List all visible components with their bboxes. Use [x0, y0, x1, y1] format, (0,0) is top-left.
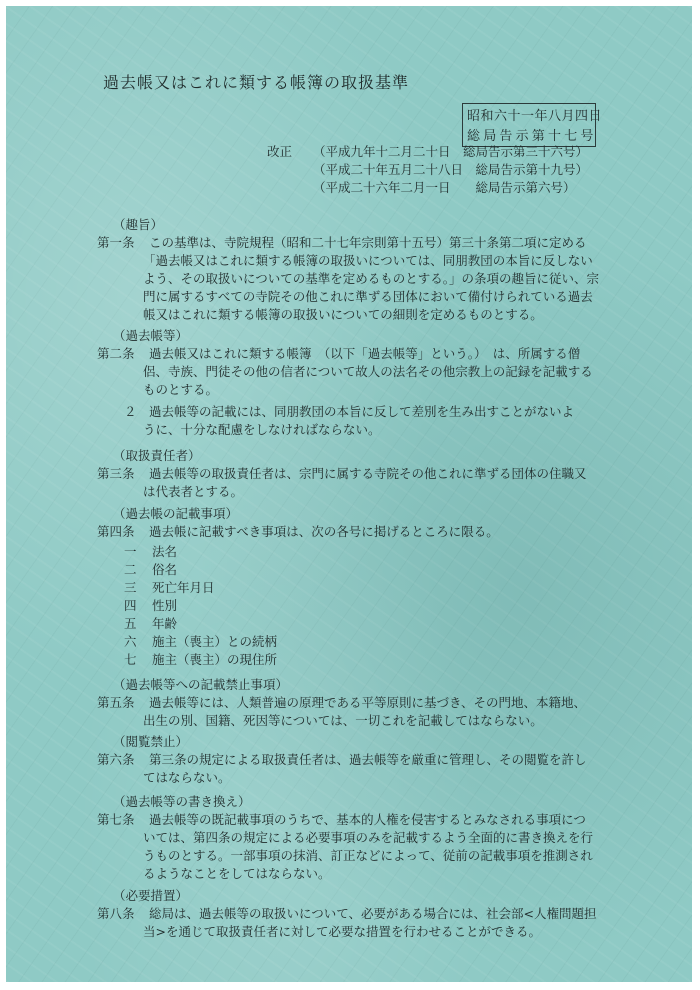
article-text-line: ２ 過去帳等の記載には、同朋教団の本旨に反して差別を生み出すことがないよ — [124, 404, 575, 419]
article-heading: （趣旨） — [113, 217, 164, 232]
article-number: 第一条 — [97, 235, 135, 250]
article-number: 第三条 — [97, 466, 135, 481]
list-item: 俗名 — [152, 562, 178, 577]
article-text-line: 門に属するすべての寺院その他これに準ずる団体において備付けられている過去 — [143, 289, 593, 304]
revision-entry: （平成二十六年二月一日 総局告示第六号） — [313, 180, 576, 195]
list-item-number: 一 — [124, 544, 137, 559]
list-item-number: 七 — [124, 652, 137, 667]
document-title: 過去帳又はこれに類する帳簿の取扱基準 — [103, 73, 410, 92]
list-item: 施主（喪主）との続柄 — [152, 634, 278, 649]
article-text-line: うものとする。一部事項の抹消、訂正などによって、従前の記載事項を推測され — [143, 848, 593, 863]
article-text-line: ものとする。 — [143, 382, 219, 397]
article-text-line: 総局は、過去帳等の取扱いについて、必要がある場合には、社会部<人権問題担 — [149, 906, 597, 921]
list-item-number: 三 — [124, 580, 137, 595]
list-item-number: 五 — [124, 616, 137, 631]
revision-entry: （平成九年十二月二十日 総局告示第三十六号） — [313, 144, 589, 159]
article-number: 第二条 — [97, 346, 135, 361]
article-text-line: は代表者とする。 — [143, 484, 244, 499]
list-item: 法名 — [152, 544, 178, 559]
article-number: 第四条 — [97, 524, 135, 539]
article-heading: （取扱責任者） — [113, 448, 201, 463]
revision-label: 改正 — [267, 144, 293, 159]
article-text-line: 帳又はこれに類する帳簿の取扱いについての細則を定めるものとする。 — [143, 307, 543, 322]
article-text-line: 過去帳に記載すべき事項は、次の各号に掲げるところに限る。 — [149, 524, 499, 539]
article-text-line: るようなことをしてはならない。 — [143, 866, 331, 881]
article-heading: （必要措置） — [113, 888, 189, 903]
document-page — [6, 6, 692, 982]
list-item: 年齢 — [152, 616, 178, 631]
list-item-number: 六 — [124, 634, 137, 649]
list-item-number: 二 — [124, 562, 137, 577]
article-number: 第五条 — [97, 695, 135, 710]
list-item: 性別 — [152, 598, 178, 613]
article-text-line: 第三条の規定による取扱責任者は、過去帳等を厳重に管理し、その閲覧を許し — [149, 752, 587, 767]
list-item-number: 四 — [124, 598, 137, 613]
article-text-line: 過去帳等の取扱責任者は、宗門に属する寺院その他これに準ずる団体の住職又 — [149, 466, 587, 481]
article-text-line: よう、その取扱いについての基準を定めるものとする。」の条項の趣旨に従い、宗 — [143, 271, 600, 286]
article-text-line: 侶、寺族、門徒その他の信者について故人の法名その他宗教上の記録を記載する — [143, 364, 593, 379]
article-number: 第六条 — [97, 752, 135, 767]
revision-entry: （平成二十年五月二十八日 総局告示第十九号） — [313, 162, 589, 177]
article-text-line: いては、第四条の規定による必要事項のみを記載するよう全面的に書き換えを行 — [143, 830, 594, 845]
article-heading: （過去帳等への記載禁止事項） — [113, 677, 289, 692]
article-text-line: てはならない。 — [143, 770, 231, 785]
article-heading: （過去帳の記載事項） — [113, 506, 239, 521]
enactment-notice: 総局告示第十七号 — [467, 129, 597, 144]
article-number: 第七条 — [97, 812, 135, 827]
article-text-line: 出生の別、国籍、死因等については、一切これを記載してはならない。 — [143, 713, 543, 728]
list-item: 施主（喪主）の現住所 — [152, 652, 278, 667]
article-heading: （過去帳等の書き換え） — [113, 794, 251, 809]
enactment-box — [462, 103, 603, 147]
article-text-line: この基準は、寺院規程（昭和二十七年宗則第十五号）第三十条第二項に定める — [149, 235, 587, 250]
article-heading: （閲覧禁止） — [113, 734, 189, 749]
article-heading: （過去帳等） — [113, 328, 189, 343]
enactment-date: 昭和六十一年八月四日 — [467, 109, 603, 124]
article-text-line: 当>を通じて取扱責任者に対して必要な措置を行わせることができる。 — [143, 924, 541, 939]
article-text-line: うに、十分な配慮をしなければならない。 — [143, 422, 381, 437]
list-item: 死亡年月日 — [152, 580, 215, 595]
article-number: 第八条 — [97, 906, 135, 921]
article-text-line: 過去帳又はこれに類する帳簿 （以下「過去帳等」という。） は、所属する僧 — [149, 346, 581, 361]
article-text-line: 過去帳等の既記載事項のうちで、基本的人権を侵害するとみなされる事項につ — [149, 812, 586, 827]
article-text-line: 過去帳等には、人類普遍の原理である平等原則に基づき、その門地、本籍地、 — [149, 695, 587, 710]
article-text-line: 「過去帳又はこれに類する帳簿の取扱いについては、同朋教団の本旨に反しない — [143, 253, 593, 268]
